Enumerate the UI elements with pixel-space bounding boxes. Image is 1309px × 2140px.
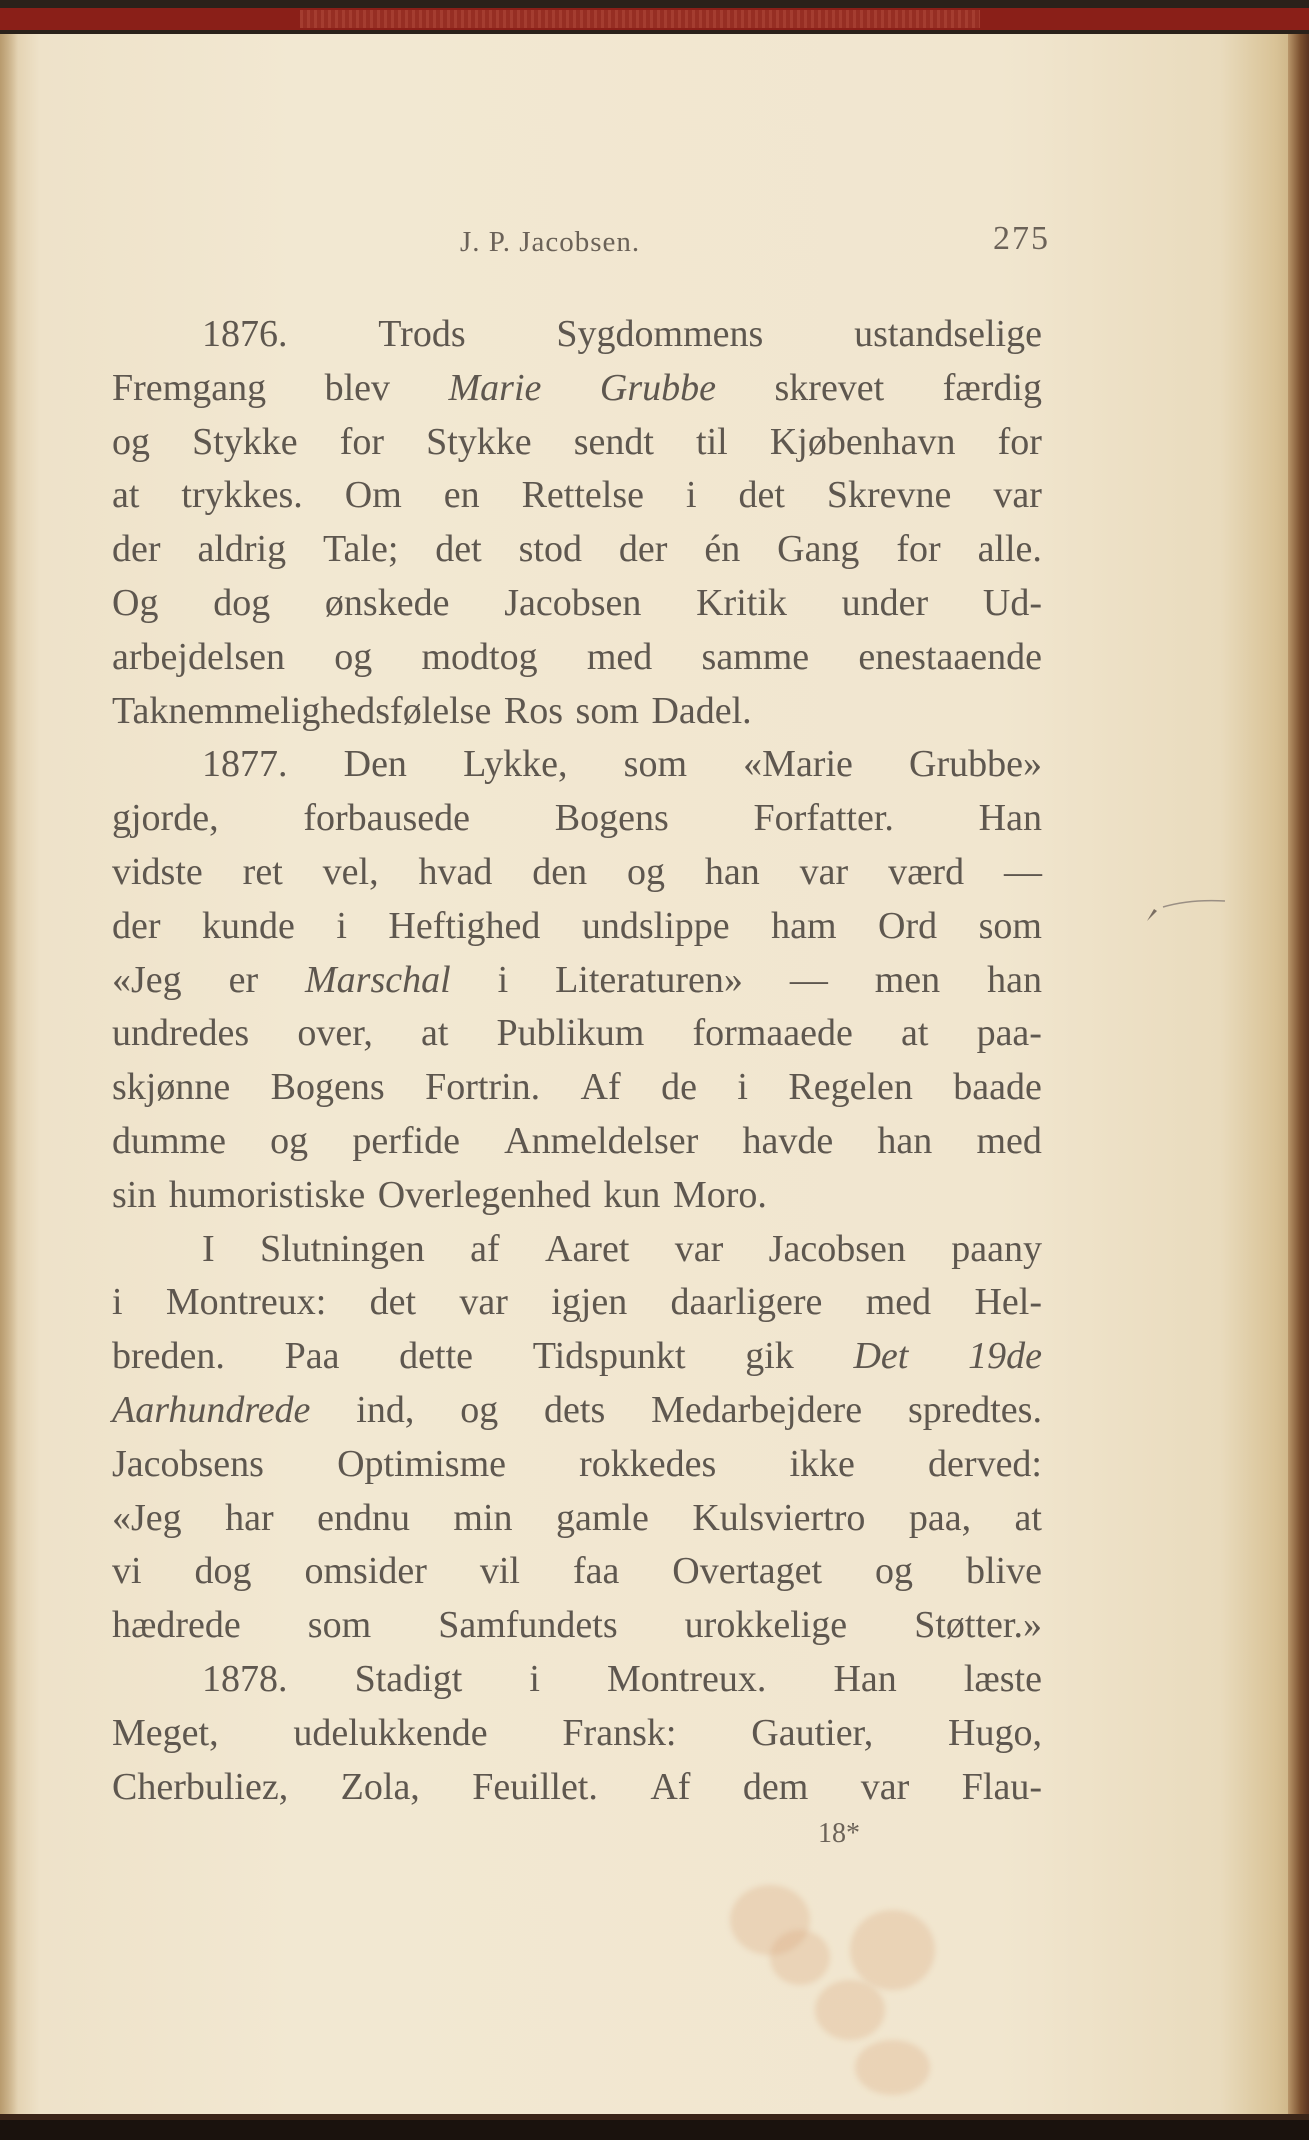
- word: Montreux.: [606, 1657, 767, 1700]
- word: læste: [963, 1657, 1042, 1700]
- word: 1876.: [202, 313, 288, 355]
- word: var: [799, 850, 849, 893]
- word: 1878.: [202, 1657, 288, 1700]
- word: Moro.: [672, 1173, 767, 1216]
- word: Rettelse: [521, 474, 644, 517]
- word: at: [1014, 1496, 1042, 1539]
- word: Taknemmelighedsfølelse: [112, 689, 492, 732]
- text-line: [112, 308, 1042, 362]
- word: over,: [297, 1012, 373, 1055]
- word: Fransk:: [562, 1711, 677, 1754]
- word: Han: [833, 1657, 897, 1700]
- word: under: [841, 581, 929, 624]
- word: Grubbe: [599, 366, 716, 409]
- text-line: [112, 469, 1042, 523]
- word: for: [896, 528, 941, 571]
- word: dem: [742, 1765, 809, 1808]
- word: samme: [701, 635, 810, 678]
- word: Af: [650, 1765, 691, 1808]
- word: som: [978, 904, 1042, 947]
- text-line: [112, 954, 1042, 1008]
- word: derved:: [928, 1442, 1042, 1485]
- word: sin: [112, 1173, 157, 1216]
- word: det: [435, 528, 482, 571]
- word: —: [789, 958, 828, 1001]
- word: «Jeg: [112, 958, 182, 1001]
- word: Fremgang: [112, 366, 267, 409]
- word: Marschal: [305, 958, 451, 1001]
- word: baade: [953, 1066, 1042, 1109]
- word: blive: [966, 1550, 1042, 1593]
- word: Ord: [878, 904, 938, 947]
- text-line: [112, 1223, 1042, 1277]
- text-line: [112, 900, 1042, 954]
- word: Anmeldelser: [504, 1119, 699, 1162]
- word: for: [997, 420, 1042, 463]
- bottom-edge-binding: [0, 2114, 1309, 2140]
- top-edge-binding: [0, 0, 1309, 34]
- word: paany: [951, 1227, 1042, 1270]
- word: aldrig: [197, 528, 287, 571]
- word: havde: [742, 1119, 834, 1162]
- text-line: [112, 1653, 1042, 1707]
- word: han: [704, 850, 760, 893]
- word: paa-: [976, 1012, 1042, 1055]
- word: ønskede: [324, 581, 450, 624]
- word: Regelen: [788, 1066, 913, 1109]
- word: hædrede: [112, 1604, 241, 1647]
- word: «Jeg: [112, 1496, 182, 1539]
- pencil-mark-icon: [1145, 895, 1230, 925]
- word: der: [112, 528, 161, 571]
- word: kun: [603, 1173, 661, 1216]
- top-edge-texture: [300, 10, 980, 28]
- word: spredtes.: [907, 1388, 1042, 1431]
- word: i: [529, 1657, 540, 1700]
- word: 19de: [968, 1335, 1042, 1378]
- word: Han: [978, 797, 1042, 840]
- word: undredes: [112, 1012, 250, 1055]
- text-line: [112, 1599, 1042, 1653]
- word: skjønne: [112, 1066, 231, 1109]
- word: Montreux:: [165, 1281, 327, 1324]
- word: Fortrin.: [425, 1066, 541, 1109]
- word: Tale;: [322, 528, 399, 571]
- text-line: [112, 1707, 1042, 1761]
- word: og: [875, 1550, 914, 1593]
- text-line: [112, 738, 1042, 792]
- word: i: [685, 474, 697, 517]
- word: dets: [544, 1388, 606, 1431]
- word: vil: [479, 1550, 520, 1593]
- word: alle.: [977, 528, 1042, 571]
- word: enestaaende: [858, 635, 1042, 678]
- word: at: [900, 1012, 929, 1055]
- stain-mark: [815, 1980, 885, 2040]
- word: ikke: [789, 1442, 855, 1485]
- word: vel,: [322, 850, 379, 893]
- word: gamle: [556, 1496, 649, 1539]
- word: og: [270, 1119, 309, 1162]
- text-line: [112, 523, 1042, 577]
- word: —: [1003, 850, 1042, 893]
- word: færdig: [942, 366, 1042, 409]
- word: Dadel.: [651, 689, 752, 732]
- text-line: [112, 416, 1042, 470]
- word: han: [877, 1119, 933, 1162]
- word: Bogens: [270, 1066, 385, 1109]
- word: blev: [324, 366, 391, 409]
- word: ham: [771, 904, 837, 947]
- word: Skrevne: [826, 474, 952, 517]
- word: kunde: [202, 904, 295, 947]
- word: breden.: [112, 1335, 225, 1378]
- word: faa: [572, 1550, 620, 1593]
- word: den: [532, 850, 588, 893]
- word: vi: [112, 1550, 142, 1593]
- word: sendt: [573, 420, 654, 463]
- word: Tidspunkt: [532, 1335, 686, 1378]
- word: Gang: [777, 528, 860, 571]
- word: undslippe: [581, 904, 730, 947]
- word: Af: [580, 1066, 621, 1109]
- word: Kulsviertro: [692, 1496, 866, 1539]
- word: udelukkende: [293, 1711, 488, 1754]
- word: Paa: [284, 1335, 340, 1378]
- word: Grubbe»: [909, 743, 1042, 786]
- text-line: [112, 1761, 1042, 1815]
- word: dumme: [112, 1119, 226, 1162]
- word: var: [993, 474, 1042, 517]
- text-line: [112, 1169, 1042, 1223]
- word: gik: [745, 1335, 794, 1378]
- word: Sygdommens: [556, 313, 764, 355]
- word: gjorde,: [112, 797, 219, 840]
- word: Jacobsen: [504, 581, 642, 624]
- word: vidste: [112, 850, 203, 893]
- word: Overtaget: [672, 1550, 823, 1593]
- word: dog: [213, 581, 271, 624]
- word: det: [738, 474, 785, 517]
- word: urokkelige: [684, 1604, 848, 1647]
- word: men: [874, 958, 941, 1001]
- word: 1877.: [202, 743, 288, 786]
- word: en: [443, 474, 480, 517]
- word: til: [696, 420, 728, 463]
- text-line: [112, 685, 1042, 739]
- word: ustandselige: [854, 313, 1042, 355]
- word: endnu: [317, 1496, 410, 1539]
- word: Heftighed: [388, 904, 541, 947]
- word: for: [339, 420, 385, 463]
- word: og: [334, 635, 373, 678]
- text-line: [112, 1545, 1042, 1599]
- stain-mark: [850, 1910, 935, 1990]
- word: Cherbuliez,: [112, 1765, 289, 1808]
- word: og: [627, 850, 665, 893]
- word: der: [618, 528, 668, 571]
- word: Samfundets: [438, 1604, 618, 1647]
- word: har: [225, 1496, 274, 1539]
- running-head: [460, 220, 1050, 264]
- word: Kjøbenhavn: [769, 420, 956, 463]
- word: humoristiske: [168, 1173, 366, 1216]
- text-line: [112, 577, 1042, 631]
- word: Jacobsen: [768, 1227, 906, 1270]
- word: Den: [343, 743, 407, 786]
- word: med: [586, 635, 653, 678]
- word: forbausede: [303, 797, 471, 840]
- word: Stadigt: [354, 1657, 463, 1700]
- word: formaaede: [692, 1012, 853, 1055]
- word: Kritik: [696, 581, 787, 624]
- word: der: [112, 904, 161, 947]
- word: Hel-: [974, 1281, 1042, 1324]
- running-head-title: J. P. Jacobsen.: [460, 226, 641, 258]
- word: og: [112, 420, 150, 463]
- word: perfide: [352, 1119, 460, 1162]
- word: rokkedes: [579, 1442, 717, 1485]
- word: Aarhundrede: [112, 1388, 311, 1431]
- page-number: 275: [993, 220, 1050, 257]
- word: var: [459, 1281, 508, 1324]
- word: én: [704, 528, 741, 571]
- word: de: [661, 1066, 697, 1109]
- word: Overlegenhed: [377, 1173, 591, 1216]
- word: Zola,: [340, 1765, 420, 1808]
- word: omsider: [304, 1550, 427, 1593]
- word: daarligere: [670, 1281, 823, 1324]
- word: Lykke,: [463, 743, 568, 786]
- word: i: [112, 1281, 123, 1324]
- word: i: [336, 904, 347, 947]
- word: Det: [853, 1335, 909, 1378]
- word: igjen: [551, 1281, 628, 1324]
- word: i: [737, 1066, 748, 1109]
- text-line: [112, 631, 1042, 685]
- word: var: [860, 1765, 910, 1808]
- word: modtog: [421, 635, 538, 678]
- word: Flau-: [961, 1765, 1042, 1808]
- word: Optimisme: [337, 1442, 506, 1485]
- word: paa,: [908, 1496, 972, 1539]
- text-line: [112, 1438, 1042, 1492]
- word: Trods: [378, 313, 466, 355]
- right-edge-binding: [1288, 34, 1309, 2114]
- word: Støtter.»: [914, 1604, 1042, 1647]
- text-line: [112, 1330, 1042, 1384]
- word: dette: [399, 1335, 474, 1378]
- word: og: [460, 1388, 499, 1431]
- word: han: [987, 958, 1042, 1001]
- word: af: [470, 1227, 500, 1270]
- word: stod: [518, 528, 582, 571]
- word: I: [202, 1227, 215, 1270]
- word: skrevet: [774, 366, 885, 409]
- text-line: [112, 1061, 1042, 1115]
- word: var: [674, 1227, 724, 1270]
- word: at: [112, 474, 140, 517]
- word: Aaret: [545, 1227, 630, 1270]
- word: Jacobsens: [112, 1442, 264, 1485]
- word: Publikum: [496, 1012, 645, 1055]
- signature-mark: 18*: [818, 1818, 860, 1849]
- text-line: [112, 846, 1042, 900]
- word: trykkes.: [181, 474, 303, 517]
- word: Bogens: [554, 797, 669, 840]
- word: Og: [112, 581, 159, 624]
- text-line: [112, 362, 1042, 416]
- word: hvad: [418, 850, 493, 893]
- text-line: [112, 1276, 1042, 1330]
- word: arbejdelsen: [112, 635, 286, 678]
- word: Literaturen»: [555, 958, 743, 1001]
- word: min: [453, 1496, 513, 1539]
- text-line: [112, 1007, 1042, 1061]
- word: at: [420, 1012, 449, 1055]
- text-line: [112, 1115, 1042, 1169]
- word: Gautier,: [751, 1711, 874, 1754]
- stain-mark: [770, 1930, 830, 1985]
- word: som: [623, 743, 688, 786]
- word: Ud-: [982, 581, 1042, 624]
- word: ind,: [356, 1388, 415, 1431]
- word: Medarbejdere: [651, 1388, 863, 1431]
- word: er: [228, 958, 259, 1001]
- word: i: [497, 958, 509, 1001]
- word: «Marie: [743, 743, 853, 786]
- word: Meget,: [112, 1711, 219, 1754]
- word: med: [976, 1119, 1042, 1162]
- word: det: [369, 1281, 417, 1324]
- word: som: [575, 689, 639, 732]
- word: med: [865, 1281, 932, 1324]
- word: Hugo,: [948, 1711, 1042, 1754]
- word: Stykke: [426, 420, 532, 463]
- word: Forfatter.: [753, 797, 894, 840]
- word: dog: [194, 1550, 252, 1593]
- spine-shadow: [0, 34, 18, 2114]
- word: værd: [888, 850, 965, 893]
- word: Slutningen: [260, 1227, 425, 1270]
- text-line: [112, 1492, 1042, 1546]
- stain-mark: [855, 2040, 930, 2095]
- text-line: [112, 1384, 1042, 1438]
- word: Om: [344, 474, 402, 517]
- word: Ros: [503, 689, 564, 732]
- text-line: [112, 792, 1042, 846]
- word: som: [307, 1604, 372, 1647]
- word: Marie: [448, 366, 542, 409]
- body-text: [112, 308, 1042, 1814]
- word: Stykke: [192, 420, 298, 463]
- word: ret: [242, 850, 283, 893]
- word: Feuillet.: [472, 1765, 598, 1808]
